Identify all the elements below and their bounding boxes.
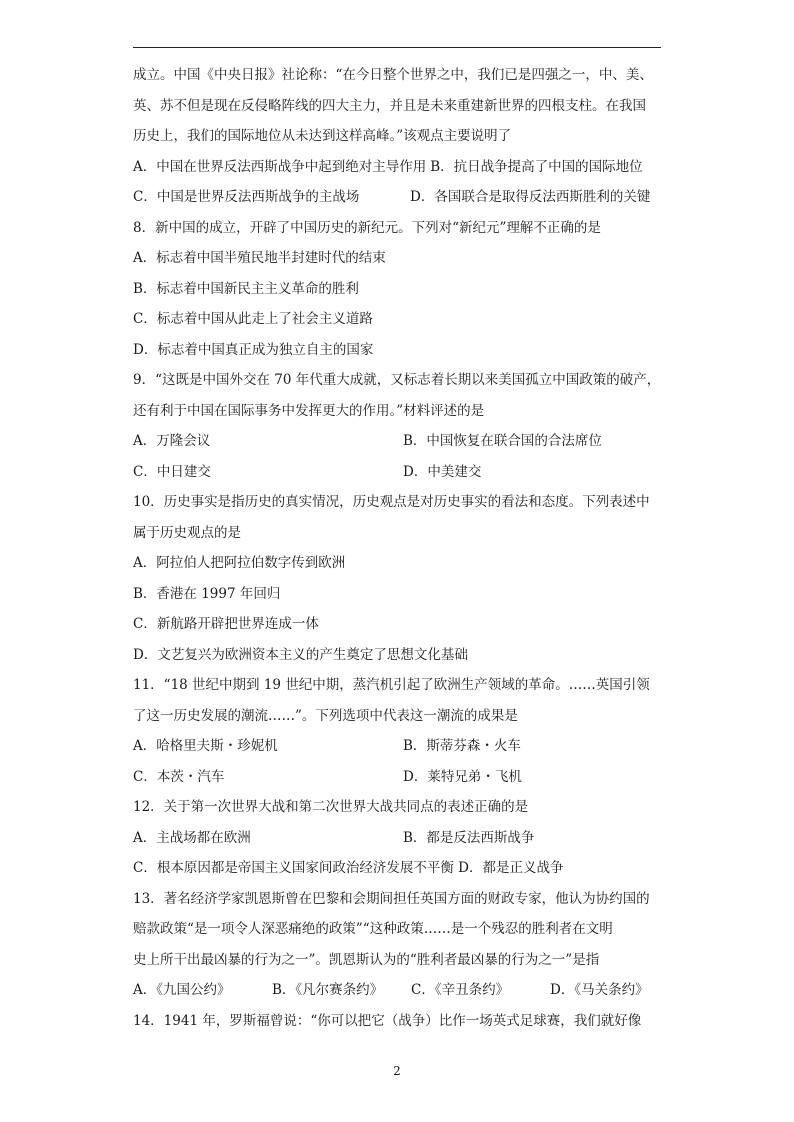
option-c: C．新航路开辟把世界连成一体 — [133, 616, 319, 632]
question-stem-line: 9．“这既是中国外交在 70 年代重大成就，又标志着长期以来美国孤立中国政策的破产， — [133, 372, 661, 388]
page-number: 2 — [393, 1064, 401, 1078]
question-stem-line: 史上所干出最凶暴的行为之一”。凯恩斯认为的“胜利者最凶暴的行为之一”是指 — [133, 951, 600, 968]
option-row — [133, 182, 673, 213]
option-b: B．中国恢复在联合国的合法席位 — [403, 433, 602, 449]
page-content — [133, 60, 673, 1036]
question-9 — [133, 365, 673, 487]
option-b: B．斯蒂芬森・火车 — [403, 738, 521, 754]
question-11 — [133, 670, 673, 792]
option-c: C．中国是世界反法西斯战争的主战场 — [133, 189, 360, 205]
question-stem-line: 赔款政策“是一项令人深恶痛绝的政策”“这种政策……是一个残忍的胜利者在文明 — [133, 921, 613, 937]
option-a: A．主战场都在欧洲 — [133, 829, 251, 846]
question-14 — [133, 1006, 673, 1037]
option-row — [133, 975, 673, 1006]
option-row-c-d: C．根本原因都是帝国主义国家间政治经济发展不平衡 D．都是正义战争 — [133, 860, 564, 876]
question-stem-line: 8．新中国的成立，开辟了中国历史的新纪元。下列对“新纪元”理解不正确的是 — [133, 219, 601, 236]
question-stem-line: 11．“18 世纪中期到 19 世纪中期，蒸汽机引起了欧洲生产领域的革命。……英国引领 — [133, 677, 650, 693]
option-row — [133, 823, 673, 854]
question-stem-line: 了这一历史发展的潮流……”。下列选项中代表这一潮流的成果是 — [133, 707, 518, 724]
option-b: B．《凡尔赛条约》 — [272, 982, 384, 998]
option-row — [133, 457, 673, 488]
option-row — [133, 762, 673, 793]
option-a: A．万隆会议 — [133, 433, 211, 449]
option-row — [133, 152, 673, 183]
question-stem-line: 10．历史事实是指历史的真实情况，历史观点是对历史事实的看法和态度。下列表述中 — [133, 494, 650, 510]
question-7 — [133, 60, 673, 213]
question-stem-line: 14．1941 年，罗斯福曾说：“你可以把它（战争）比作一场英式足球赛，我们就好像 — [133, 1012, 642, 1029]
option-a: A．《九国公约》 — [133, 982, 231, 998]
question-stem-line: 历史上，我们的国际地位从未达到这样高峰。”该观点主要说明了 — [133, 128, 512, 144]
option-d: D．《马关条约》 — [550, 982, 649, 998]
option-b: B．抗日战争提高了中国的国际地位 — [430, 158, 643, 175]
question-12 — [133, 792, 673, 884]
option-b: B．香港在 1997 年回归 — [133, 585, 281, 602]
option-c: C．本茨・汽车 — [133, 768, 225, 785]
option-a: A．哈格里夫斯・珍妮机 — [133, 738, 278, 754]
option-a: A．阿拉伯人把阿拉伯数字传到欧洲 — [133, 555, 346, 571]
header-rule — [133, 47, 661, 48]
question-stem-line: 英、苏不但是现在反侵略阵线的四大主力，并且是未来重建新世界的四根支柱。在我国 — [133, 97, 646, 114]
option-c: C．标志着中国从此走上了社会主义道路 — [133, 311, 373, 327]
question-13 — [133, 884, 673, 1006]
option-b: B．都是反法西斯战争 — [403, 829, 535, 846]
option-row — [133, 731, 673, 762]
option-c: C．《辛丑条约》 — [411, 982, 510, 998]
option-d: D．文艺复兴为欧洲资本主义的产生奠定了思想文化基础 — [133, 646, 468, 663]
option-a: A．中国在世界反法西斯战争中起到绝对主导作用 — [133, 158, 427, 175]
question-stem-line: 成立。中国《中央日报》社论称：“在今日整个世界之中，我们已是四强之一，中、美、 — [133, 67, 653, 83]
option-b: B．标志着中国新民主主义革命的胜利 — [133, 280, 359, 297]
question-10 — [133, 487, 673, 670]
question-stem-line: 12．关于第一次世界大战和第二次世界大战共同点的表述正确的是 — [133, 799, 529, 815]
option-row — [133, 426, 673, 457]
option-d: D．各国联合是取得反法西斯胜利的关键 — [410, 189, 651, 205]
option-d: D．标志着中国真正成为独立自主的国家 — [133, 341, 374, 358]
option-a: A．标志着中国半殖民地半封建时代的结束 — [133, 250, 386, 266]
question-stem-line: 还有利于中国在国际事务中发挥更大的作用。”材料评述的是 — [133, 402, 485, 419]
question-stem-line: 属于历史观点的是 — [133, 524, 241, 541]
question-8 — [133, 213, 673, 366]
option-d: D．中美建交 — [403, 463, 482, 480]
question-stem-line: 13．著名经济学家凯恩斯曾在巴黎和会期间担任英国方面的财政专家，他认为协约国的 — [133, 890, 650, 907]
option-c: C．中日建交 — [133, 463, 211, 480]
option-d: D．莱特兄弟・飞机 — [403, 768, 522, 785]
